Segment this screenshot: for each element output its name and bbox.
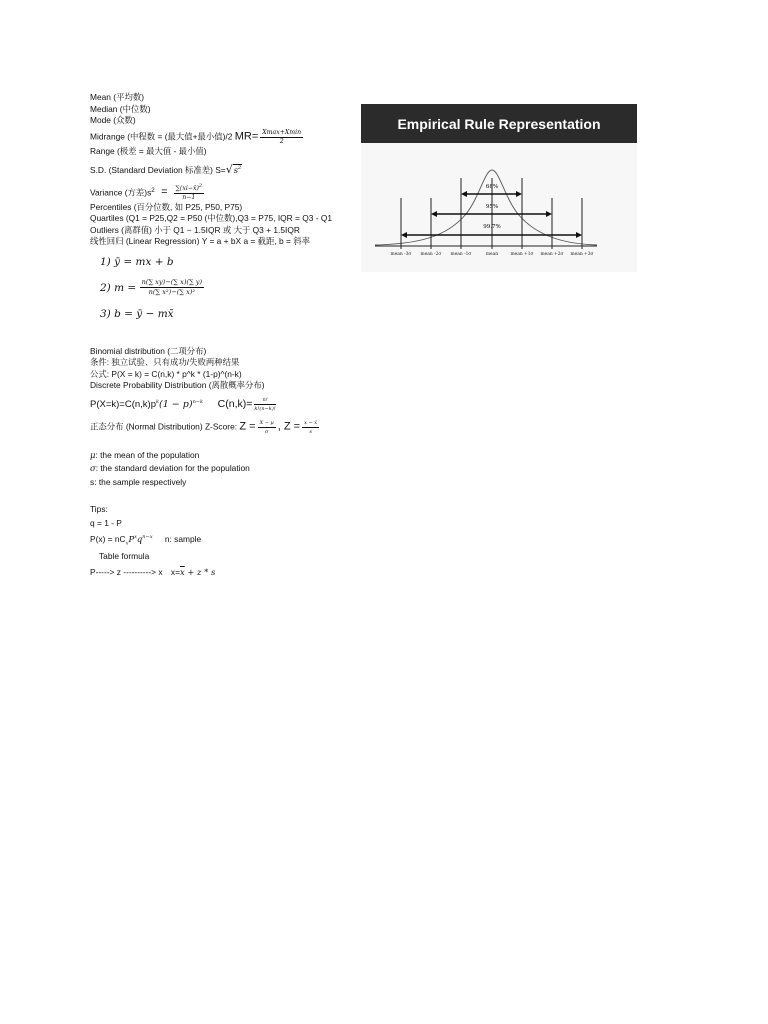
tick-plus-1: mean +1σ: [510, 252, 534, 257]
label-95: 95%: [485, 204, 499, 210]
reg2-fraction: [140, 278, 205, 297]
mu-line: [90, 450, 352, 462]
sample-line: s: the sample respectively: [90, 476, 187, 487]
figure-title: Empirical Rule Representation: [397, 116, 601, 132]
pxk-text: P(X=k)=C(n,k)p: [90, 398, 156, 410]
conditions-line: 条件: 独立试验、只有成功/失败两种结果: [90, 357, 240, 367]
tick-plus-2: mean +2σ: [540, 252, 564, 257]
label-68: 68%: [485, 184, 499, 190]
pxk-exp-k: k: [156, 398, 160, 405]
variance-exponent: 2: [151, 186, 155, 194]
sd-line: S.D. (Standard Deviation 标准差) $S=√s^2$: [90, 163, 242, 176]
sigma-text: : the standard deviation for the population: [95, 463, 250, 473]
sigma-symbol: σ: [90, 463, 96, 473]
reg2-prefix: 2) m =: [100, 281, 137, 294]
q-line: q = 1 - P: [90, 517, 122, 528]
sd-text: S.D. (Standard Deviation 标准差) S=: [90, 165, 226, 175]
mr-fraction: [260, 129, 303, 146]
tips-heading: Tips:: [90, 504, 108, 514]
variance-fraction: [174, 182, 205, 202]
mean-line: Mean (平均数): [90, 92, 144, 102]
z1-denominator: σ: [264, 428, 269, 435]
label-997: 99.7%: [483, 224, 501, 230]
reg2-denominator: n(∑ x²)−(∑ x)²: [148, 288, 196, 296]
variance-num-exp: 2: [198, 182, 203, 189]
cnk-fraction: [254, 396, 275, 413]
px-sup-nx: n−x: [142, 534, 153, 541]
x-rest: + z * s: [184, 567, 216, 577]
cnk-text: C(n,k)=: [217, 397, 253, 410]
tick-labels: [391, 252, 594, 257]
sd-exponent: 2: [238, 165, 242, 172]
sigma-line: [90, 463, 352, 475]
x-bar: $\overline{x}$: [179, 567, 185, 577]
regression-step-2: [100, 278, 352, 298]
px-prefix: P(x) = nC: [90, 534, 126, 544]
z1-fraction: [258, 419, 276, 436]
normal-text: 正态分布 (Normal Distribution) Z-Score:: [90, 421, 238, 432]
px-suffix: n: sample: [164, 534, 202, 544]
median-line: Median (中位数): [90, 103, 151, 114]
sd-radicand: [233, 164, 243, 175]
tick-mean: mean: [485, 252, 499, 257]
normal-line: [90, 419, 352, 436]
mr-numerator: Xmax+Xmin: [262, 128, 302, 136]
pxk-exp-nk: n−k: [192, 398, 204, 405]
pmf-line: [90, 396, 352, 413]
px-line: [90, 534, 352, 546]
px-p: P: [128, 534, 135, 544]
px-sup-x: x: [134, 534, 137, 541]
tick-minus-3: mean -3σ: [390, 252, 412, 257]
px-q: q: [136, 534, 143, 544]
midrange-text: Midrange (中程数 = (最大值+最小值)/2: [90, 131, 233, 142]
variance-numerator: [174, 182, 205, 194]
variance-equals: =: [161, 186, 168, 199]
px-sub-x: x: [125, 540, 129, 547]
quartiles-line: Quartiles (Q1 = P25,Q2 = P50 (中位数),Q3 = P75, IQR = Q3 - Q1: [90, 213, 333, 223]
binomial-line: Binomial distribution (二项分布): [90, 345, 207, 356]
variance-num-text: ∑(xi−x̄): [175, 184, 199, 192]
regression-steps: [90, 252, 352, 324]
regression-step-3: 3) b = ȳ − mx̄: [100, 307, 174, 320]
range-line: Range (极差 = 最大值 - 最小值): [90, 145, 207, 156]
mu-symbol: μ: [90, 449, 96, 460]
linear-regression-line: 线性回归 (Linear Regression) Y = a + bX a = 截距, b = 斜率: [90, 236, 311, 246]
outliers-line: Outliers (离群值) 小于 Q1 − 1.5IQR 或 大于 Q3 + 1.5IQR: [90, 224, 300, 235]
empirical-rule-figure: [361, 104, 637, 272]
z2-denominator: s: [309, 428, 312, 435]
sd-s: s: [233, 165, 239, 175]
mode-line: Mode (众数): [90, 115, 136, 125]
formula-notes: [90, 92, 352, 579]
cnk-numerator: n!: [254, 396, 275, 405]
mr-prefix: MR=: [234, 130, 259, 143]
tick-minus-2: mean -2σ: [420, 252, 442, 257]
tick-minus-1: mean -1σ: [450, 252, 472, 257]
regression-step-1: 1) ȳ = mx + b: [100, 255, 174, 268]
variance-line: [90, 182, 352, 202]
percentiles-line: Percentiles (百分位数, 如 P25, P50, P75): [90, 201, 243, 212]
discrete-line: Discrete Probability Distribution (离散概率分布): [90, 380, 265, 390]
arrow-line: [90, 567, 352, 579]
pxk-mid: (1 − p): [159, 398, 193, 410]
z2-fraction: [302, 419, 319, 436]
z2-prefix: , Z =: [277, 420, 301, 433]
tick-plus-3: mean +3σ: [570, 252, 594, 257]
mr-denominator: 2: [279, 137, 284, 145]
z1-prefix: Z =: [239, 420, 256, 433]
midrange-line: [90, 129, 352, 146]
mu-text: : the mean of the population: [95, 449, 200, 460]
binomial-formula-line: 公式: P(X = k) = C(n,k) * p^k * (1-p)^(n-k): [90, 368, 242, 379]
z2-numerator: x − x̄: [304, 419, 318, 426]
arrow-text: P-----> z ----------> x: [90, 567, 163, 577]
variance-denominator: n−1: [182, 193, 196, 201]
z1-numerator: X − μ: [259, 419, 274, 426]
reg2-numerator: n(∑ xy)−(∑ x)(∑ y): [141, 278, 203, 286]
x-equals: x=: [170, 567, 180, 577]
table-formula-line: Table formula: [99, 550, 150, 561]
cnk-denominator: k!(n−k)!: [254, 405, 276, 412]
variance-text: Variance (方差)s: [90, 187, 152, 198]
